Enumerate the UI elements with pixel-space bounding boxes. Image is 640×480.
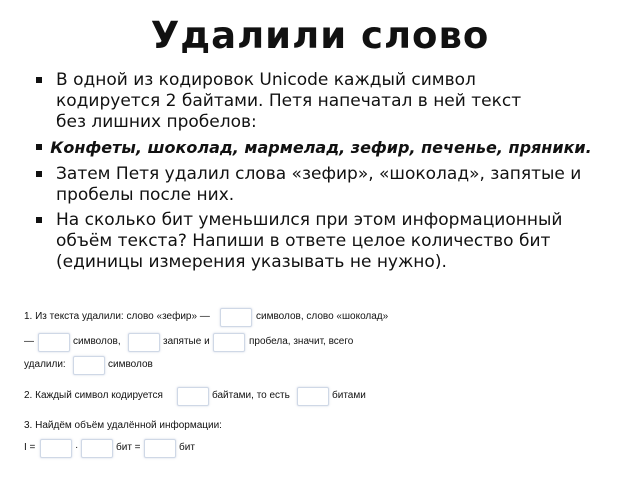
quote-item — [32, 137, 610, 159]
step-3-line-2 — [0, 437, 640, 459]
bullet-deletion: Затем Петя удалил слова «зефир», «шоколад», запятые и пробелы после них. — [32, 164, 610, 206]
bullet-question: На сколько бит уменьшился при этом информационный объём текста? Напиши в ответе целое количество бит (единицы измерения указывать не нужно). — [32, 210, 610, 273]
answer-field-commas[interactable] — [128, 333, 160, 352]
step-2-text: 2. Каждый символ кодируется — [24, 390, 163, 401]
slide-title: Удалили слово — [150, 14, 490, 57]
answer-field-factor-1[interactable] — [40, 439, 72, 458]
step-1-total-label: удалили: — [24, 359, 66, 370]
step-1-text: 1. Из текста удалили: слово «зефир» — — [24, 311, 210, 322]
step-1-commas: запятые и — [163, 336, 210, 347]
step-1-line-2 — [0, 331, 640, 353]
step-1-total-unit: символов — [108, 359, 153, 370]
formula-bit-unit: бит — [179, 442, 195, 453]
formula-multiply: · — [75, 442, 79, 453]
step-1-spaces: пробела, значит, всего — [249, 336, 354, 347]
answer-field-total-symbols[interactable] — [73, 356, 105, 375]
answer-field-spaces[interactable] — [213, 333, 245, 352]
step-3-text: 3. Найдём объём удалённой информации: — [24, 420, 222, 431]
step-1-symbols: символов, — [73, 336, 121, 347]
quoted-text: Конфеты, шоколад, мармелад, зефир, печенье, пряники. — [50, 138, 592, 157]
formula-bit-equals: бит = — [116, 442, 141, 453]
answer-field-bits[interactable] — [297, 387, 329, 406]
step-2-line — [0, 385, 640, 407]
step-1-line-3 — [0, 354, 640, 376]
step-1-line-1 — [0, 306, 640, 328]
step-2-bits: битами — [332, 390, 366, 401]
step-1-dash: — — [24, 336, 34, 347]
answer-field-bytes[interactable] — [177, 387, 209, 406]
task-bullets — [32, 70, 610, 273]
formula-label: I = — [24, 442, 36, 453]
answer-field-result[interactable] — [144, 439, 176, 458]
answer-field-zefir[interactable] — [220, 308, 252, 327]
step-2-bytes: байтами, то есть — [212, 390, 290, 401]
answer-field-shokolad[interactable] — [38, 333, 70, 352]
bullet-condition: В одной из кодировок Unicode каждый символ кодируется 2 байтами. Петя напечатал в ней текст без лишних пробелов: — [32, 70, 556, 133]
step-3-line-1 — [0, 415, 640, 437]
answer-field-factor-2[interactable] — [81, 439, 113, 458]
step-1-text-b: символов, слово «шоколад» — [256, 311, 389, 322]
